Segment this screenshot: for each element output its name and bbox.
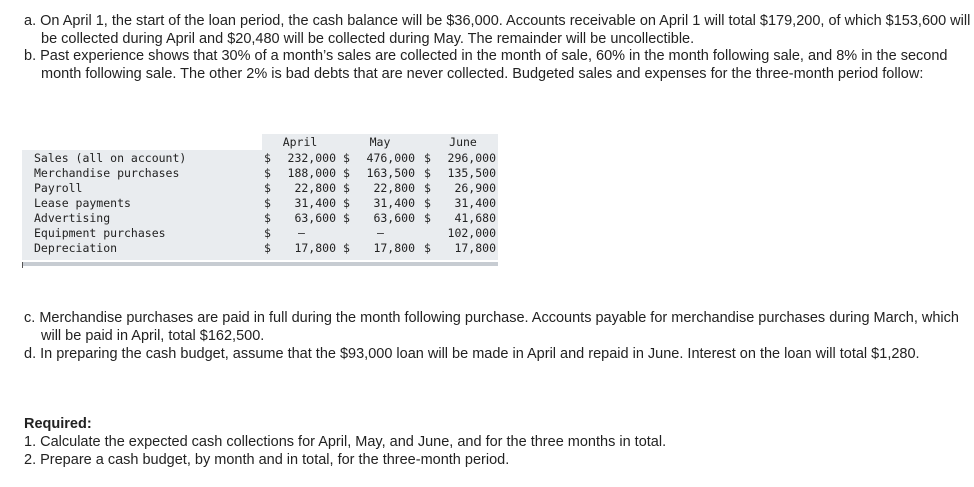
cell-value: 476,000	[366, 151, 415, 165]
dollar-sign: $	[264, 211, 271, 225]
dollar-sign: $	[264, 151, 271, 165]
dollar-sign: $	[264, 241, 271, 255]
cell-value: 188,000	[287, 166, 336, 180]
paragraph-a	[24, 12, 971, 48]
row-label: Payroll	[34, 181, 83, 195]
paragraph-b-label: b.	[24, 48, 37, 64]
row-label: Advertising	[34, 211, 111, 225]
dollar-sign: $	[424, 166, 431, 180]
cell-value: 31,400	[294, 196, 336, 210]
cell-value: 163,500	[366, 166, 415, 180]
dash-value: –	[377, 226, 384, 240]
paragraph-d-label: d.	[24, 346, 37, 362]
paragraph-c-text: Merchandise purchases are paid in full during the month following purchase. Accounts payable for merchandise purchases during March, which will be paid in April, total $162,500.	[39, 310, 959, 344]
required-item-2: 2. Prepare a cash budget, by month and in total, for the three-month period.	[24, 452, 510, 468]
column-header-may: May	[369, 135, 391, 149]
table-bottom-rule	[22, 262, 498, 266]
row-label: Lease payments	[34, 196, 131, 210]
required-item-1: 1. Calculate the expected cash collections for April, May, and June, and for the three months in total.	[24, 434, 667, 450]
column-header-april: April	[282, 135, 318, 149]
cell-value: 63,600	[373, 211, 415, 225]
cell-value: 26,900	[454, 181, 496, 195]
paragraph-b-text: Past experience shows that 30% of a month’s sales are collected in the month of sale, 60% in the month following sale, and 8% in the second month following sale. The other 2% is bad debts that are never collected. Budgeted sales and expenses for the three-month period follow:	[40, 48, 948, 82]
dollar-sign: $	[264, 226, 271, 240]
row-label: Merchandise purchases	[34, 166, 180, 180]
cell-value: 41,680	[454, 211, 496, 225]
dollar-sign: $	[343, 181, 350, 195]
cell-value: 17,800	[294, 241, 336, 255]
cell-value: 22,800	[373, 181, 415, 195]
cell-value: 31,400	[454, 196, 496, 210]
dollar-sign: $	[343, 151, 350, 165]
cell-value: 102,000	[447, 226, 496, 240]
dollar-sign: $	[264, 181, 271, 195]
dollar-sign: $	[343, 166, 350, 180]
required-title: Required:	[24, 416, 92, 432]
dash-value: –	[298, 226, 305, 240]
paragraph-d-text: In preparing the cash budget, assume that the $93,000 loan will be made in April and repaid in June. Interest on the loan will total $1,280.	[40, 346, 920, 362]
dollar-sign: $	[424, 241, 431, 255]
cell-value: 31,400	[373, 196, 415, 210]
row-label: Depreciation	[34, 241, 118, 255]
cell-value: 22,800	[294, 181, 336, 195]
cell-value: 296,000	[447, 151, 496, 165]
paragraph-d	[24, 345, 971, 363]
dollar-sign: $	[343, 241, 350, 255]
cell-value: 135,500	[447, 166, 496, 180]
dollar-sign: $	[424, 151, 431, 165]
paragraph-c	[24, 309, 971, 345]
table-left-tick	[22, 262, 23, 268]
dollar-sign: $	[264, 166, 271, 180]
cell-value: 63,600	[294, 211, 336, 225]
dollar-sign: $	[424, 181, 431, 195]
paragraph-c-label: c.	[24, 310, 36, 326]
column-header-june: June	[449, 135, 477, 149]
paragraph-a-text: On April 1, the start of the loan period, the cash balance will be $36,000. Accounts receivable on April 1 will total $179,200, of which $153,600 will be collected during April and $20,480 will be collected during May. The remainder will be uncollectible.	[40, 13, 971, 47]
cell-value: 17,800	[454, 241, 496, 255]
paragraph-a-label: a.	[24, 13, 37, 29]
paragraph-b	[24, 47, 971, 83]
cell-value: 232,000	[287, 151, 336, 165]
budget-table	[22, 134, 498, 267]
dollar-sign: $	[424, 196, 431, 210]
dollar-sign: $	[424, 211, 431, 225]
dollar-sign: $	[264, 196, 271, 210]
dollar-sign: $	[343, 196, 350, 210]
dollar-sign: $	[343, 211, 350, 225]
cell-value: 17,800	[373, 241, 415, 255]
row-label: Sales (all on account)	[34, 151, 187, 165]
required-section	[24, 415, 954, 469]
row-label: Equipment purchases	[34, 226, 166, 240]
